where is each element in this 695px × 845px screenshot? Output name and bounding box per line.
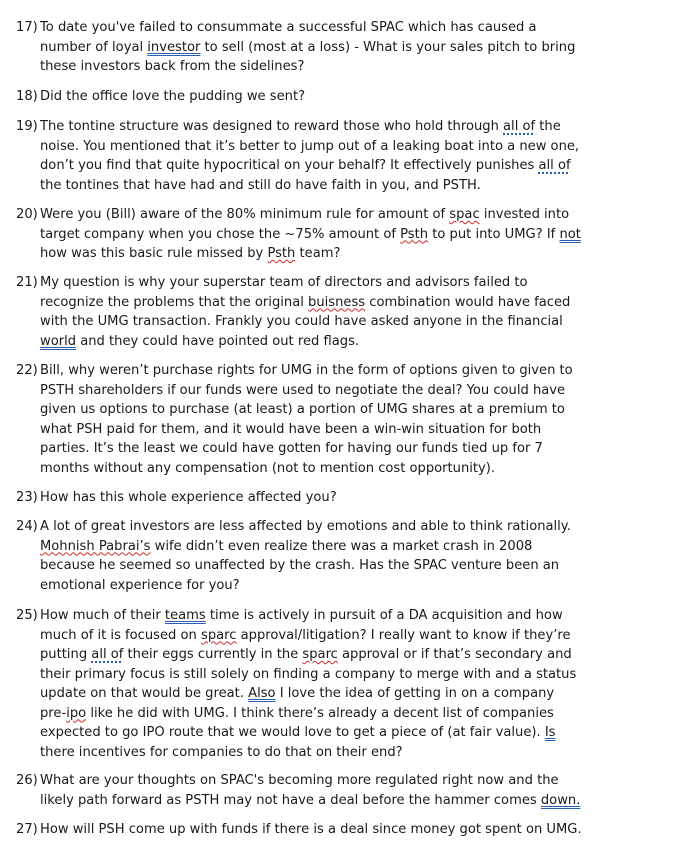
text-line bbox=[40, 820, 695, 840]
text-segment: noise. You mentioned that it’s better to jump out of a leaking boat into a new one, bbox=[40, 138, 580, 154]
grammar-flagged-word: world bbox=[40, 333, 77, 349]
spelling-flagged-word: Psth bbox=[267, 246, 296, 261]
question-item bbox=[0, 771, 695, 810]
text-line bbox=[40, 361, 695, 381]
text-segment: I love the idea of getting in on a company bbox=[275, 686, 555, 701]
text-line bbox=[40, 537, 695, 557]
spelling-flagged-word: buisness bbox=[308, 294, 366, 310]
grammar-flagged-word: Also bbox=[248, 686, 276, 701]
question-item bbox=[0, 361, 695, 478]
question-number: 24) bbox=[16, 519, 38, 534]
question-item bbox=[0, 87, 695, 107]
question-text bbox=[40, 205, 695, 264]
text-segment: there incentives for companies to do that on their end? bbox=[40, 744, 403, 760]
question-item bbox=[0, 606, 695, 762]
text-segment: The tontine structure was designed to reward those who hold through bbox=[40, 119, 504, 134]
question-item bbox=[0, 18, 695, 77]
text-segment: approval/litigation? I really want to know if they’re bbox=[236, 627, 571, 643]
text-segment: given us options to purchase (at least) a portion of UMG shares at a premium to bbox=[40, 402, 565, 417]
text-segment: to sell (most at a loss) - What is your sales pitch to bring bbox=[200, 39, 576, 55]
grammar-flagged-word: down. bbox=[540, 792, 581, 808]
spelling-flagged-word: ipo bbox=[66, 705, 87, 721]
question-text bbox=[40, 820, 695, 840]
style-flagged-phrase: all of bbox=[91, 647, 124, 662]
text-segment: target company when you chose the ~75% amount of bbox=[40, 226, 401, 242]
text-line bbox=[40, 176, 695, 196]
question-number: 20) bbox=[16, 207, 38, 222]
text-line bbox=[40, 225, 695, 245]
grammar-flagged-word: not bbox=[559, 226, 581, 242]
text-line bbox=[40, 723, 695, 743]
text-line bbox=[40, 488, 695, 508]
text-line bbox=[40, 576, 695, 596]
question-text bbox=[40, 606, 695, 762]
text-segment: How will PSH come up with funds if there is a deal since money got spent on UMG. bbox=[40, 822, 582, 837]
text-line bbox=[40, 439, 695, 459]
text-segment: Were you (Bill) aware of the 80% minimum rule for amount of bbox=[40, 207, 450, 222]
text-segment: number of loyal bbox=[40, 39, 148, 55]
text-line bbox=[40, 18, 695, 38]
spelling-flagged-word: spac bbox=[449, 207, 480, 222]
question-text bbox=[40, 488, 695, 508]
question-number: 22) bbox=[16, 363, 38, 378]
text-segment: What are your thoughts on SPAC's becoming more regulated right now and the bbox=[40, 773, 559, 788]
text-line bbox=[40, 137, 695, 157]
text-line bbox=[40, 293, 695, 313]
text-segment: To date you've failed to consummate a successful SPAC which has caused a bbox=[40, 20, 537, 35]
text-line bbox=[40, 312, 695, 332]
text-segment: putting bbox=[40, 647, 92, 662]
text-line bbox=[40, 459, 695, 479]
text-segment: Bill, why weren’t purchase rights for UMG in the form of options given to given to bbox=[40, 363, 573, 378]
text-segment: likely path forward as PSTH may not have a deal before the hammer comes bbox=[40, 792, 541, 808]
question-number: 17) bbox=[16, 20, 38, 35]
text-line bbox=[40, 645, 695, 665]
text-line bbox=[40, 156, 695, 176]
question-item bbox=[0, 117, 695, 195]
text-line bbox=[40, 743, 695, 763]
text-line bbox=[40, 381, 695, 401]
question-text bbox=[40, 87, 695, 107]
spelling-flagged-word: Mohnish Pabrai’s bbox=[40, 538, 151, 554]
question-number: 19) bbox=[16, 119, 38, 134]
text-line bbox=[40, 420, 695, 440]
text-segment: approval or if that’s secondary and bbox=[337, 647, 572, 662]
question-item bbox=[0, 273, 695, 351]
text-segment: team? bbox=[295, 246, 341, 261]
spelling-flagged-word: sparc bbox=[302, 647, 338, 662]
text-line bbox=[40, 626, 695, 646]
text-line bbox=[40, 791, 695, 811]
text-segment: expected to go IPO route that we would love to get a piece of (at fair value). bbox=[40, 725, 545, 740]
text-line bbox=[40, 87, 695, 107]
text-segment: pre- bbox=[40, 705, 67, 721]
text-line bbox=[40, 117, 695, 137]
text-segment: PSTH shareholders if our funds were used to negotiate the deal? You could have bbox=[40, 382, 566, 398]
text-line bbox=[40, 665, 695, 685]
text-segment: much of it is focused on bbox=[40, 627, 201, 643]
text-segment: months without any compensation (not to mention cost opportunity). bbox=[40, 460, 496, 476]
grammar-flagged-word: teams bbox=[164, 608, 206, 623]
question-item bbox=[0, 517, 695, 595]
text-line bbox=[40, 332, 695, 352]
question-text bbox=[40, 361, 695, 478]
text-segment: the tontines that have had and still do have faith in you, and PSTH. bbox=[40, 177, 481, 193]
text-line bbox=[40, 606, 695, 626]
question-text bbox=[40, 273, 695, 351]
text-segment: because he seemed so unaffected by the crash. Has the SPAC venture been an bbox=[40, 558, 560, 573]
text-segment: wife didn’t even realize there was a market crash in 2008 bbox=[150, 538, 533, 554]
text-segment: what PSH paid for them, and it would have been a win-win situation for both bbox=[40, 421, 542, 437]
question-text bbox=[40, 18, 695, 77]
question-number: 26) bbox=[16, 773, 38, 788]
question-text bbox=[40, 117, 695, 195]
text-segment: How much of their bbox=[40, 608, 165, 623]
question-text bbox=[40, 517, 695, 595]
text-line bbox=[40, 556, 695, 576]
spelling-flagged-word: Psth bbox=[400, 226, 429, 242]
question-item bbox=[0, 488, 695, 508]
text-segment: how was this basic rule missed by bbox=[40, 246, 268, 261]
text-line bbox=[40, 684, 695, 704]
question-number: 25) bbox=[16, 608, 38, 623]
text-segment: invested into bbox=[479, 207, 570, 222]
question-item bbox=[0, 820, 695, 840]
text-line bbox=[40, 400, 695, 420]
text-segment: My question is why your superstar team of directors and advisors failed to bbox=[40, 275, 528, 290]
text-line bbox=[40, 517, 695, 537]
text-segment: A lot of great investors are less affected by emotions and able to think rationally. bbox=[40, 519, 571, 534]
text-line bbox=[40, 273, 695, 293]
text-segment: recognize the problems that the original bbox=[40, 294, 309, 310]
text-segment: with the UMG transaction. Frankly you could have asked anyone in the financial bbox=[40, 314, 563, 329]
text-segment: Did the office love the pudding we sent? bbox=[40, 89, 306, 104]
text-segment: like he did with UMG. I think there’s already a decent list of companies bbox=[86, 705, 554, 721]
text-segment: don’t you find that quite hypocritical on your behalf? It effectively punishes bbox=[40, 158, 539, 173]
style-flagged-phrase: all of bbox=[503, 119, 536, 134]
text-segment: to put into UMG? If bbox=[428, 226, 560, 242]
text-segment: time is actively in pursuit of a DA acquisition and how bbox=[205, 608, 563, 623]
question-item bbox=[0, 205, 695, 264]
text-segment: these investors back from the sidelines? bbox=[40, 59, 305, 74]
grammar-flagged-word: Is bbox=[544, 725, 556, 740]
text-segment: their eggs currently in the bbox=[123, 647, 303, 662]
style-flagged-phrase: all of bbox=[538, 158, 571, 173]
text-segment: update on that would be great. bbox=[40, 686, 249, 701]
question-number: 23) bbox=[16, 490, 38, 505]
text-segment: and they could have pointed out red flags. bbox=[76, 333, 360, 349]
text-segment: parties. It’s the least we could have gotten for having our funds tied up for 7 bbox=[40, 441, 543, 456]
question-number: 21) bbox=[16, 275, 38, 290]
text-segment: combination would have faced bbox=[365, 294, 571, 310]
text-line bbox=[40, 244, 695, 264]
text-line bbox=[40, 771, 695, 791]
text-line bbox=[40, 205, 695, 225]
text-line bbox=[40, 704, 695, 724]
text-segment: the bbox=[535, 119, 561, 134]
grammar-flagged-word: investor bbox=[147, 39, 201, 55]
question-number: 18) bbox=[16, 89, 38, 104]
text-segment: How has this whole experience affected you? bbox=[40, 490, 337, 505]
text-line bbox=[40, 57, 695, 77]
spelling-flagged-word: sparc bbox=[201, 627, 237, 643]
text-segment: their primary focus is still solely on finding a company to merge with and a status bbox=[40, 666, 577, 682]
question-text bbox=[40, 771, 695, 810]
text-line bbox=[40, 38, 695, 58]
text-segment: emotional experience for you? bbox=[40, 577, 240, 593]
question-number: 27) bbox=[16, 822, 38, 837]
